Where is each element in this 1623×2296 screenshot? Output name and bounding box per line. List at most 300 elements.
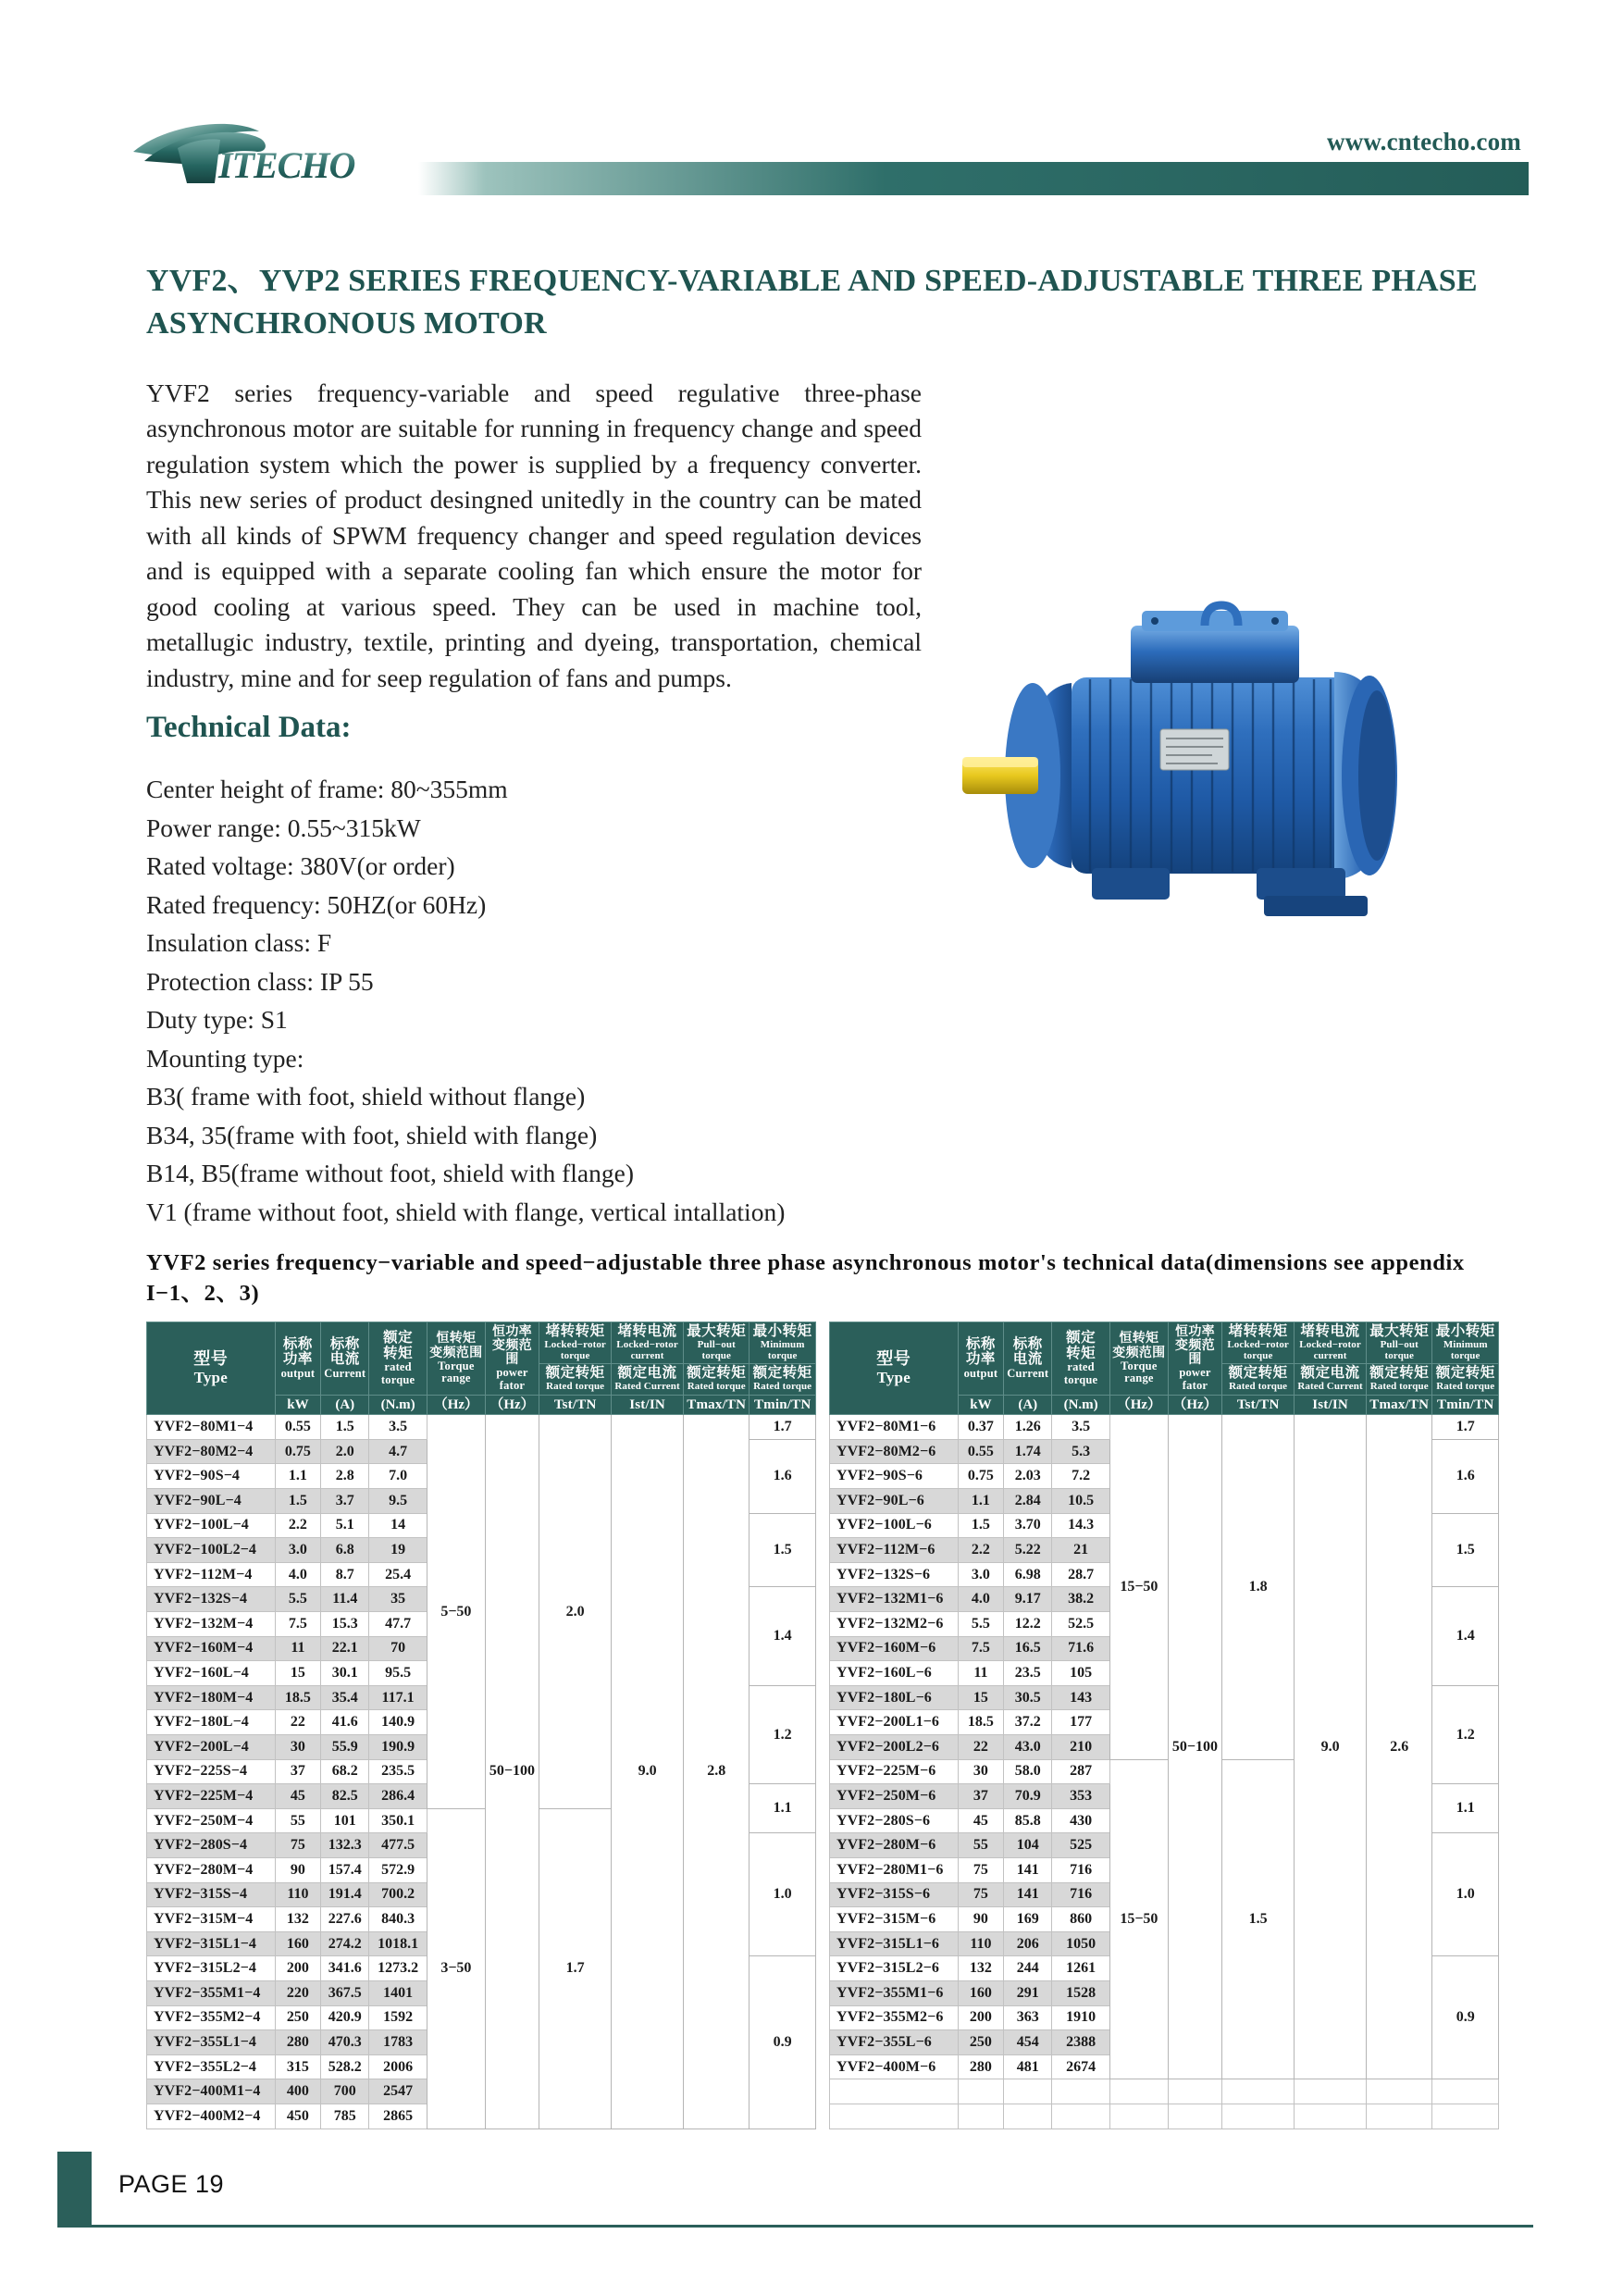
cell-empty-right — [1110, 2079, 1169, 2104]
th-lrc-denom-left: 额定电流 Rated Current — [612, 1364, 684, 1396]
cell-current-left: 6.8 — [321, 1538, 369, 1563]
cell-rated-torque-left: 190.9 — [369, 1735, 427, 1760]
cell-current-right: 3.70 — [1004, 1513, 1052, 1538]
cell-output-left: 250 — [275, 2005, 321, 2030]
cell-rated-torque-right: 1528 — [1052, 1980, 1110, 2005]
company-logo — [130, 120, 426, 185]
cell-current-left: 420.9 — [321, 2005, 369, 2030]
cell-tmin-tn-left: 1.2 — [750, 1685, 815, 1783]
th-minimum-torque-right: 最小转矩 Minimum torque — [1432, 1322, 1499, 1364]
cell-current-left: 785 — [321, 2104, 369, 2128]
cell-rated-torque-right: 71.6 — [1052, 1636, 1110, 1661]
cell-type-right: YVF2−315L1−6 — [830, 1931, 959, 1956]
cell-type-left: YVF2−160L−4 — [147, 1661, 276, 1686]
cell-output-left: 1.1 — [275, 1464, 321, 1489]
cell-output-right: 160 — [958, 1980, 1004, 2005]
footer-accent-tab — [57, 2152, 92, 2225]
cell-tst-tn-right: 1.5 — [1222, 1759, 1295, 2079]
cell-type-left: YVF2−315M−4 — [147, 1907, 276, 1932]
th-unit-hz-pf-right: （Hz） — [1168, 1396, 1221, 1415]
cell-output-left: 22 — [275, 1710, 321, 1735]
cell-tmin-tn-left: 1.0 — [750, 1833, 815, 1956]
cell-current-left: 68.2 — [321, 1759, 369, 1784]
cell-rated-torque-left: 350.1 — [369, 1808, 427, 1833]
page-header — [0, 0, 1623, 213]
tech-line: B34, 35(frame with foot, shield with flange) — [146, 1120, 598, 1149]
th-output-left: 标称 功率 output — [275, 1322, 321, 1396]
cell-rated-torque-right: 7.2 — [1052, 1464, 1110, 1489]
cell-rated-torque-right: 1910 — [1052, 2005, 1110, 2030]
cell-output-right: 0.75 — [958, 1464, 1004, 1489]
cell-empty-right — [1432, 2079, 1499, 2104]
th-unit-hz-tr-left: （Hz） — [427, 1396, 486, 1415]
cell-type-right: YVF2−225M−6 — [830, 1759, 959, 1784]
cell-rated-torque-left: 2547 — [369, 2079, 427, 2104]
cell-current-right: 43.0 — [1004, 1735, 1052, 1760]
cell-current-right: 454 — [1004, 2030, 1052, 2055]
cell-type-right: YVF2−80M1−6 — [830, 1415, 959, 1440]
cell-output-left: 315 — [275, 2054, 321, 2079]
th-current-right: 标称 电流 Current — [1004, 1322, 1052, 1396]
cell-current-left: 367.5 — [321, 1980, 369, 2005]
cell-output-right: 4.0 — [958, 1587, 1004, 1612]
cell-tst-tn-left: 2.0 — [539, 1415, 612, 1809]
cell-output-right: 30 — [958, 1759, 1004, 1784]
cell-type-left: YVF2−225S−4 — [147, 1759, 276, 1784]
cell-rated-torque-left: 140.9 — [369, 1710, 427, 1735]
cell-torque-range-right: 15−50 — [1110, 1415, 1169, 1759]
cell-type-right: YVF2−355M1−6 — [830, 1980, 959, 2005]
cell-current-left: 11.4 — [321, 1587, 369, 1612]
cell-current-right: 291 — [1004, 1980, 1052, 2005]
cell-current-left: 15.3 — [321, 1612, 369, 1637]
cell-rated-torque-right: 105 — [1052, 1661, 1110, 1686]
cell-type-left: YVF2−80M2−4 — [147, 1439, 276, 1464]
tech-line: Power range: 0.55~315kW — [146, 813, 421, 842]
cell-empty-right — [1052, 2079, 1110, 2104]
table-body — [147, 1415, 1499, 2128]
cell-empty-right — [830, 2104, 959, 2128]
cell-output-left: 1.5 — [275, 1489, 321, 1514]
cell-rated-torque-left: 47.7 — [369, 1612, 427, 1637]
th-minimum-torque-left: 最小转矩 Minimum torque — [750, 1322, 815, 1364]
th-power-fator-right: 恒功率 变频范围 power fator — [1168, 1322, 1221, 1396]
cell-ist-in-right: 9.0 — [1295, 1415, 1367, 2079]
cell-rated-torque-right: 38.2 — [1052, 1587, 1110, 1612]
th-mt-denom-left: 额定转矩 Rated torque — [750, 1364, 815, 1396]
intro-paragraph: YVF2 series frequency-variable and speed regulative three-phase asynchronous motor are suitable for running in frequency change and speed regulation system which the power is supplied by a frequency converter. This new series of product desingned unitedly in the country can be mated with all kinds of SPWM frequency changer and speed regulation devices and is equipped with a separate cooling fan which ensure the motor for good cooling at various speed. They can be used in machine tool, metallugic industry, textile, printing and dyeing, transportation, chemical industry, mine and for seep regulation of fans and pumps. — [146, 378, 922, 692]
cell-torque-range-right: 15−50 — [1110, 1759, 1169, 2079]
cell-output-right: 11 — [958, 1661, 1004, 1686]
cell-output-right: 15 — [958, 1685, 1004, 1710]
th-mt-denom-right: 额定转矩 Rated torque — [1432, 1364, 1499, 1396]
cell-type-right: YVF2−132M1−6 — [830, 1587, 959, 1612]
table-column-gap — [815, 1415, 829, 2128]
th-locked-rotor-current-left: 堵转电流 Locked−rotor current — [612, 1322, 684, 1364]
cell-current-left: 101 — [321, 1808, 369, 1833]
cell-output-right: 90 — [958, 1907, 1004, 1932]
th-type-left — [147, 1322, 276, 1415]
cell-output-right: 22 — [958, 1735, 1004, 1760]
cell-current-right: 1.26 — [1004, 1415, 1052, 1440]
cell-output-left: 4.0 — [275, 1562, 321, 1587]
cell-output-right: 75 — [958, 1857, 1004, 1882]
tech-line: Insulation class: F — [146, 928, 332, 957]
cell-current-right: 23.5 — [1004, 1661, 1052, 1686]
page-title: YVF2、YVP2 SERIES FREQUENCY-VARIABLE AND SPEED-ADJUSTABLE THREE PHASE ASYNCHRONOUS MOTOR — [146, 263, 1478, 341]
cell-rated-torque-right: 177 — [1052, 1710, 1110, 1735]
cell-rated-torque-left: 572.9 — [369, 1857, 427, 1882]
cell-torque-range-left: 5−50 — [427, 1415, 486, 1809]
cell-empty-right — [1004, 2104, 1052, 2128]
cell-current-right: 363 — [1004, 2005, 1052, 2030]
th-torque-range-right: 恒转矩 变频范围 Torque range — [1110, 1322, 1169, 1396]
th-pull-out-torque-left: 最大转矩 Pull−out torque — [684, 1322, 750, 1364]
cell-ist-in-left: 9.0 — [612, 1415, 684, 2128]
cell-output-left: 15 — [275, 1661, 321, 1686]
cell-rated-torque-right: 143 — [1052, 1685, 1110, 1710]
header-gradient-bar — [418, 162, 1529, 195]
tech-line: B3( frame with foot, shield without flange) — [146, 1082, 586, 1111]
cell-empty-right — [958, 2079, 1004, 2104]
electric-motor-illustration — [935, 574, 1508, 999]
cell-type-left: YVF2−315L1−4 — [147, 1931, 276, 1956]
cell-type-left: YVF2−355M2−4 — [147, 2005, 276, 2030]
cell-tmin-tn-right: 1.6 — [1432, 1439, 1499, 1513]
cell-output-left: 11 — [275, 1636, 321, 1661]
th-pot-denom-right: 额定转矩 Rated torque — [1367, 1364, 1432, 1396]
cell-current-left: 30.1 — [321, 1661, 369, 1686]
cell-output-left: 7.5 — [275, 1612, 321, 1637]
cell-current-right: 206 — [1004, 1931, 1052, 1956]
cell-rated-torque-right: 2388 — [1052, 2030, 1110, 2055]
cell-output-left: 110 — [275, 1882, 321, 1907]
th-type-right: 型号 Type — [830, 1322, 959, 1415]
cell-power-fator-right: 50−100 — [1168, 1415, 1221, 2079]
cell-rated-torque-right: 210 — [1052, 1735, 1110, 1760]
cell-empty-right — [1367, 2104, 1432, 2128]
itecho-logo-icon — [130, 120, 426, 185]
cell-rated-torque-left: 117.1 — [369, 1685, 427, 1710]
table-header — [147, 1322, 1499, 1415]
motor-product-image — [935, 574, 1508, 999]
cell-output-right: 0.37 — [958, 1415, 1004, 1440]
cell-rated-torque-left: 14 — [369, 1513, 427, 1538]
cell-output-right: 37 — [958, 1784, 1004, 1809]
cell-output-left: 450 — [275, 2104, 321, 2128]
cell-type-left: YVF2−315S−4 — [147, 1882, 276, 1907]
th-ratio-ist-right: Ist/IN — [1295, 1396, 1367, 1415]
cell-output-right: 18.5 — [958, 1710, 1004, 1735]
cell-output-right: 110 — [958, 1931, 1004, 1956]
cell-type-left: YVF2−280S−4 — [147, 1833, 276, 1858]
th-ratio-tst-right: Tst/TN — [1222, 1396, 1295, 1415]
technical-data-heading: Technical Data: — [146, 711, 352, 744]
cell-current-right: 2.84 — [1004, 1489, 1052, 1514]
cell-output-right: 0.55 — [958, 1439, 1004, 1464]
cell-rated-torque-left: 1273.2 — [369, 1956, 427, 1981]
technical-data-list — [146, 770, 942, 1231]
cell-rated-torque-left: 3.5 — [369, 1415, 427, 1440]
cell-type-left: YVF2−180M−4 — [147, 1685, 276, 1710]
cell-tmin-tn-right: 1.7 — [1432, 1415, 1499, 1440]
cell-empty-right — [830, 2079, 959, 2104]
cell-current-left: 191.4 — [321, 1882, 369, 1907]
th-locked-rotor-current-right: 堵转电流 Locked−rotor current — [1295, 1322, 1367, 1364]
cell-output-right: 5.5 — [958, 1612, 1004, 1637]
cell-output-right: 132 — [958, 1956, 1004, 1981]
cell-type-right: YVF2−200L1−6 — [830, 1710, 959, 1735]
cell-type-left: YVF2−100L2−4 — [147, 1538, 276, 1563]
cell-type-right: YVF2−400M−6 — [830, 2054, 959, 2079]
cell-rated-torque-right: 21 — [1052, 1538, 1110, 1563]
cell-current-left: 2.8 — [321, 1464, 369, 1489]
cell-type-right: YVF2−160M−6 — [830, 1636, 959, 1661]
cell-rated-torque-right: 716 — [1052, 1857, 1110, 1882]
cell-current-right: 85.8 — [1004, 1808, 1052, 1833]
cell-type-right: YVF2−200L2−6 — [830, 1735, 959, 1760]
cell-output-right: 3.0 — [958, 1562, 1004, 1587]
footer-rule — [57, 2225, 1533, 2228]
cell-tmin-tn-left: 1.5 — [750, 1513, 815, 1587]
cell-tmin-tn-right: 1.5 — [1432, 1513, 1499, 1587]
cell-type-left: YVF2−80M1−4 — [147, 1415, 276, 1440]
cell-output-left: 0.75 — [275, 1439, 321, 1464]
cell-current-left: 22.1 — [321, 1636, 369, 1661]
cell-current-left: 227.6 — [321, 1907, 369, 1932]
cell-output-left: 3.0 — [275, 1538, 321, 1563]
cell-current-right: 244 — [1004, 1956, 1052, 1981]
cell-output-left: 280 — [275, 2030, 321, 2055]
cell-type-right: YVF2−180L−6 — [830, 1685, 959, 1710]
cell-rated-torque-right: 3.5 — [1052, 1415, 1110, 1440]
cell-output-left: 0.55 — [275, 1415, 321, 1440]
th-unit-a-right: (A) — [1004, 1396, 1052, 1415]
cell-type-right: YVF2−100L−6 — [830, 1513, 959, 1538]
cell-current-left: 5.1 — [321, 1513, 369, 1538]
cell-output-right: 250 — [958, 2030, 1004, 2055]
th-ratio-tmax-right: Tmax/TN — [1367, 1396, 1432, 1415]
cell-current-left: 8.7 — [321, 1562, 369, 1587]
th-power-fator-left: 恒功率 变频范围 power fator — [485, 1322, 539, 1396]
cell-type-left: YVF2−250M−4 — [147, 1808, 276, 1833]
cell-type-left: YVF2−400M1−4 — [147, 2079, 276, 2104]
table-column-gap — [815, 1322, 829, 1415]
cell-rated-torque-right: 52.5 — [1052, 1612, 1110, 1637]
cell-rated-torque-left: 1783 — [369, 2030, 427, 2055]
cell-rated-torque-right: 14.3 — [1052, 1513, 1110, 1538]
tech-line: Center height of frame: 80~355mm — [146, 775, 508, 803]
cell-tmin-tn-right: 0.9 — [1432, 1956, 1499, 2079]
cell-tmin-tn-right: 1.2 — [1432, 1685, 1499, 1783]
cell-rated-torque-right: 716 — [1052, 1882, 1110, 1907]
cell-rated-torque-left: 4.7 — [369, 1439, 427, 1464]
th-pot-denom-left: 额定转矩 Rated torque — [684, 1364, 750, 1396]
th-ratio-tmax-left: Tmax/TN — [684, 1396, 750, 1415]
cell-rated-torque-left: 95.5 — [369, 1661, 427, 1686]
cell-output-right: 1.5 — [958, 1513, 1004, 1538]
th-unit-hz-tr-right: （Hz） — [1110, 1396, 1169, 1415]
cell-output-right: 7.5 — [958, 1636, 1004, 1661]
page-number: PAGE 19 — [118, 2170, 225, 2198]
th-torque-range-left: 恒转矩 变频范围 Torque range — [427, 1322, 486, 1396]
cell-type-left: YVF2−355L1−4 — [147, 2030, 276, 2055]
cell-tmin-tn-left: 1.4 — [750, 1587, 815, 1685]
cell-type-right: YVF2−355M2−6 — [830, 2005, 959, 2030]
cell-output-left: 37 — [275, 1759, 321, 1784]
tech-line: Rated frequency: 50HZ(or 60Hz) — [146, 889, 487, 919]
cell-type-right: YVF2−280M1−6 — [830, 1857, 959, 1882]
cell-empty-right — [1052, 2104, 1110, 2128]
cell-current-right: 2.03 — [1004, 1464, 1052, 1489]
cell-tmin-tn-left: 1.7 — [750, 1415, 815, 1440]
cell-torque-range-left: 3−50 — [427, 1808, 486, 2128]
cell-rated-torque-left: 1401 — [369, 1980, 427, 2005]
th-unit-kw-left: kW — [275, 1396, 321, 1415]
tech-line: B14, B5(frame without foot, shield with flange) — [146, 1159, 634, 1187]
cell-output-left: 90 — [275, 1857, 321, 1882]
th-lrt-denom-right: 额定转矩 Rated torque — [1222, 1364, 1295, 1396]
th-unit-hz-pf-left: （Hz） — [485, 1396, 539, 1415]
th-pull-out-torque-right: 最大转矩 Pull−out torque — [1367, 1322, 1432, 1364]
th-type-en: Type — [193, 1369, 228, 1387]
th-unit-nm-right: (N.m) — [1052, 1396, 1110, 1415]
cell-type-right: YVF2−112M−6 — [830, 1538, 959, 1563]
cell-type-left: YVF2−355L2−4 — [147, 2054, 276, 2079]
cell-type-left: YVF2−355M1−4 — [147, 1980, 276, 2005]
cell-rated-torque-right: 2674 — [1052, 2054, 1110, 2079]
cell-type-left: YVF2−280M−4 — [147, 1857, 276, 1882]
cell-empty-right — [1295, 2104, 1367, 2128]
cell-rated-torque-left: 2865 — [369, 2104, 427, 2128]
cell-current-left: 341.6 — [321, 1956, 369, 1981]
cell-type-right: YVF2−315L2−6 — [830, 1956, 959, 1981]
cell-type-left: YVF2−400M2−4 — [147, 2104, 276, 2128]
cell-tmin-tn-left: 0.9 — [750, 1956, 815, 2128]
cell-output-left: 75 — [275, 1833, 321, 1858]
th-unit-a-left: (A) — [321, 1396, 369, 1415]
cell-current-left: 528.2 — [321, 2054, 369, 2079]
cell-current-right: 12.2 — [1004, 1612, 1052, 1637]
th-locked-rotor-torque-right: 堵转转矩 Locked−rotor torque — [1222, 1322, 1295, 1364]
cell-current-right: 141 — [1004, 1882, 1052, 1907]
cell-type-right: YVF2−90S−6 — [830, 1464, 959, 1489]
cell-empty-right — [1222, 2079, 1295, 2104]
th-output-right: 标称 功率 output — [958, 1322, 1004, 1396]
th-current-left: 标称 电流 Current — [321, 1322, 369, 1396]
tech-line: V1 (frame without foot, shield with flange, vertical intallation) — [146, 1197, 786, 1226]
cell-rated-torque-left: 1018.1 — [369, 1931, 427, 1956]
cell-current-right: 1.74 — [1004, 1439, 1052, 1464]
cell-output-right: 45 — [958, 1808, 1004, 1833]
cell-empty-right — [958, 2104, 1004, 2128]
cell-rated-torque-left: 2006 — [369, 2054, 427, 2079]
cell-tmin-tn-right: 1.0 — [1432, 1833, 1499, 1956]
th-ratio-tmin-left: Tmin/TN — [750, 1396, 815, 1415]
th-ratio-tmin-right: Tmin/TN — [1432, 1396, 1499, 1415]
svg-text:ITECHO: ITECHO — [218, 144, 355, 185]
tech-line: Duty type: S1 — [146, 1005, 288, 1034]
cell-rated-torque-right: 353 — [1052, 1784, 1110, 1809]
cell-current-left: 700 — [321, 2079, 369, 2104]
th-rated-torque-left: 额定 转矩 rated torque — [369, 1322, 427, 1396]
cell-current-right: 9.17 — [1004, 1587, 1052, 1612]
cell-tmin-tn-right: 1.1 — [1432, 1784, 1499, 1833]
table-row — [147, 1415, 1499, 1440]
cell-rated-torque-left: 25.4 — [369, 1562, 427, 1587]
th-rated-torque-right: 额定 转矩 rated torque — [1052, 1322, 1110, 1396]
th-type-cn: 型号 — [193, 1348, 229, 1368]
cell-empty-right — [1295, 2079, 1367, 2104]
cell-current-left: 157.4 — [321, 1857, 369, 1882]
cell-rated-torque-left: 840.3 — [369, 1907, 427, 1932]
cell-rated-torque-left: 9.5 — [369, 1489, 427, 1514]
cell-rated-torque-right: 5.3 — [1052, 1439, 1110, 1464]
cell-output-right: 2.2 — [958, 1538, 1004, 1563]
cell-tst-tn-right: 1.8 — [1222, 1415, 1295, 1759]
cell-current-right: 169 — [1004, 1907, 1052, 1932]
cell-empty-right — [1110, 2104, 1169, 2128]
cell-rated-torque-left: 70 — [369, 1636, 427, 1661]
cell-current-right: 58.0 — [1004, 1759, 1052, 1784]
cell-current-right: 70.9 — [1004, 1784, 1052, 1809]
specification-table — [146, 1322, 1499, 2129]
cell-empty-right — [1004, 2079, 1052, 2104]
cell-type-right: YVF2−132S−6 — [830, 1562, 959, 1587]
th-unit-kw-right: kW — [958, 1396, 1004, 1415]
cell-rated-torque-right: 860 — [1052, 1907, 1110, 1932]
th-locked-rotor-torque-left: 堵转转矩 Locked−rotor torque — [539, 1322, 612, 1364]
cell-output-left: 2.2 — [275, 1513, 321, 1538]
cell-output-left: 30 — [275, 1735, 321, 1760]
cell-current-left: 2.0 — [321, 1439, 369, 1464]
cell-tst-tn-left: 1.7 — [539, 1808, 612, 2128]
tech-line: Rated voltage: 380V(or order) — [146, 851, 455, 880]
cell-type-right: YVF2−315M−6 — [830, 1907, 959, 1932]
cell-output-left: 18.5 — [275, 1685, 321, 1710]
cell-type-left: YVF2−100L−4 — [147, 1513, 276, 1538]
cell-output-left: 5.5 — [275, 1587, 321, 1612]
cell-rated-torque-left: 235.5 — [369, 1759, 427, 1784]
cell-current-right: 5.22 — [1004, 1538, 1052, 1563]
cell-current-right: 16.5 — [1004, 1636, 1052, 1661]
cell-current-left: 274.2 — [321, 1931, 369, 1956]
cell-tmin-tn-left: 1.1 — [750, 1784, 815, 1833]
website-url[interactable]: www.cntecho.com — [1327, 128, 1521, 155]
cell-rated-torque-right: 1050 — [1052, 1931, 1110, 1956]
cell-output-left: 132 — [275, 1907, 321, 1932]
cell-type-left: YVF2−90S−4 — [147, 1464, 276, 1489]
cell-current-left: 35.4 — [321, 1685, 369, 1710]
cell-output-left: 220 — [275, 1980, 321, 2005]
cell-empty-right — [1432, 2104, 1499, 2128]
cell-output-left: 200 — [275, 1956, 321, 1981]
cell-rated-torque-left: 1592 — [369, 2005, 427, 2030]
cell-type-right: YVF2−90L−6 — [830, 1489, 959, 1514]
cell-current-left: 1.5 — [321, 1415, 369, 1440]
cell-type-left: YVF2−90L−4 — [147, 1489, 276, 1514]
cell-output-right: 55 — [958, 1833, 1004, 1858]
specification-table-wrapper — [146, 1322, 1499, 2129]
cell-type-right: YVF2−250M−6 — [830, 1784, 959, 1809]
cell-current-right: 30.5 — [1004, 1685, 1052, 1710]
th-ratio-tst-left: Tst/TN — [539, 1396, 612, 1415]
cell-output-right: 1.1 — [958, 1489, 1004, 1514]
cell-rated-torque-right: 287 — [1052, 1759, 1110, 1784]
cell-output-right: 75 — [958, 1882, 1004, 1907]
tech-line: Protection class: IP 55 — [146, 966, 374, 996]
cell-output-right: 200 — [958, 2005, 1004, 2030]
